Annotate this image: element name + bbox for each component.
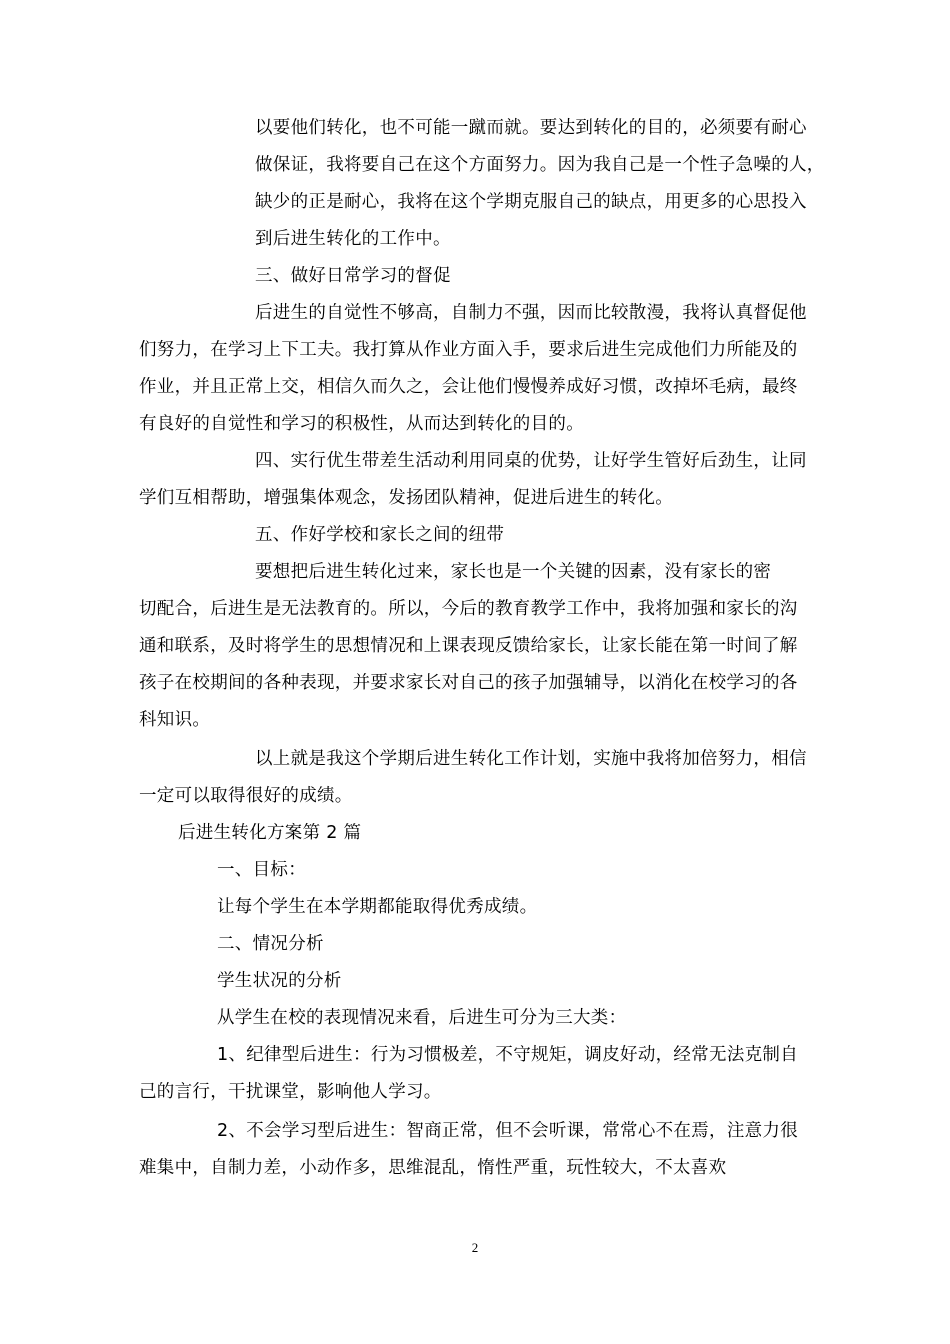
text-line: 难集中，自制力差，小动作多，思维混乱，惰性严重，玩性较大，不太喜欢 xyxy=(139,1158,727,1178)
text-line: 2、不会学习型后进生：智商正常，但不会听课，常常心不在焉，注意力很 xyxy=(217,1121,799,1141)
text-line: 学生状况的分析 xyxy=(217,971,342,991)
text-line: 后进生的自觉性不够高，自制力不强，因而比较散漫，我将认真督促他 xyxy=(255,303,807,323)
section-heading: 二、情况分析 xyxy=(217,934,324,954)
text-line: 切配合，后进生是无法教育的。所以，今后的教育教学工作中，我将加强和家长的沟 xyxy=(139,599,798,619)
text-line: 一定可以取得很好的成绩。 xyxy=(139,786,353,806)
text-line: 孩子在校期间的各种表现，并要求家长对自己的孩子加强辅导，以消化在校学习的各 xyxy=(139,673,798,693)
section-heading: 五、作好学校和家长之间的纽带 xyxy=(255,525,505,545)
text-line: 科知识。 xyxy=(139,710,211,730)
page-number: 2 xyxy=(471,1240,479,1255)
text-line: 缺少的正是耐心，我将在这个学期克服自己的缺点，用更多的心思投入 xyxy=(255,192,807,212)
section-heading: 三、做好日常学习的督促 xyxy=(255,266,451,286)
text-line: 让每个学生在本学期都能取得优秀成绩。 xyxy=(217,897,538,917)
text-line: 以要他们转化，也不可能一蹴而就。要达到转化的目的，必须要有耐心 xyxy=(255,118,807,138)
section-heading: 四、实行优生带差生活动利用同桌的优势，让好学生管好后劲生，让同 xyxy=(255,451,807,471)
text-line: 作业，并且正常上交，相信久而久之，会让他们慢慢养成好习惯，改掉坏毛病，最终 xyxy=(139,377,798,397)
text-line: 做保证，我将要自己在这个方面努力。因为我自己是一个性子急噪的人， xyxy=(255,155,825,175)
text-line: 有良好的自觉性和学习的积极性，从而达到转化的目的。 xyxy=(139,414,584,434)
text-line: 以上就是我这个学期后进生转化工作计划，实施中我将加倍努力，相信 xyxy=(255,749,807,769)
text-line: 1、纪律型后进生：行为习惯极差，不守规矩，调皮好动，经常无法克制自 xyxy=(217,1045,799,1065)
text-line: 们努力，在学习上下工夫。我打算从作业方面入手，要求后进生完成他们力所能及的 xyxy=(139,340,798,360)
section-heading: 一、目标： xyxy=(217,860,306,880)
text-line: 要想把后进生转化过来，家长也是一个关键的因素，没有家长的密 xyxy=(255,562,772,582)
text-line: 己的言行，干扰课堂，影响他人学习。 xyxy=(139,1082,442,1102)
article-title: 后进生转化方案第 2 篇 xyxy=(178,823,362,843)
text-line: 通和联系，及时将学生的思想情况和上课表现反馈给家长，让家长能在第一时间了解 xyxy=(139,636,798,656)
text-line: 到后进生转化的工作中。 xyxy=(255,229,451,249)
text-line: 从学生在校的表现情况来看，后进生可分为三大类： xyxy=(217,1008,627,1028)
text-line: 学们互相帮助，增强集体观念，发扬团队精神，促进后进生的转化。 xyxy=(139,488,673,508)
